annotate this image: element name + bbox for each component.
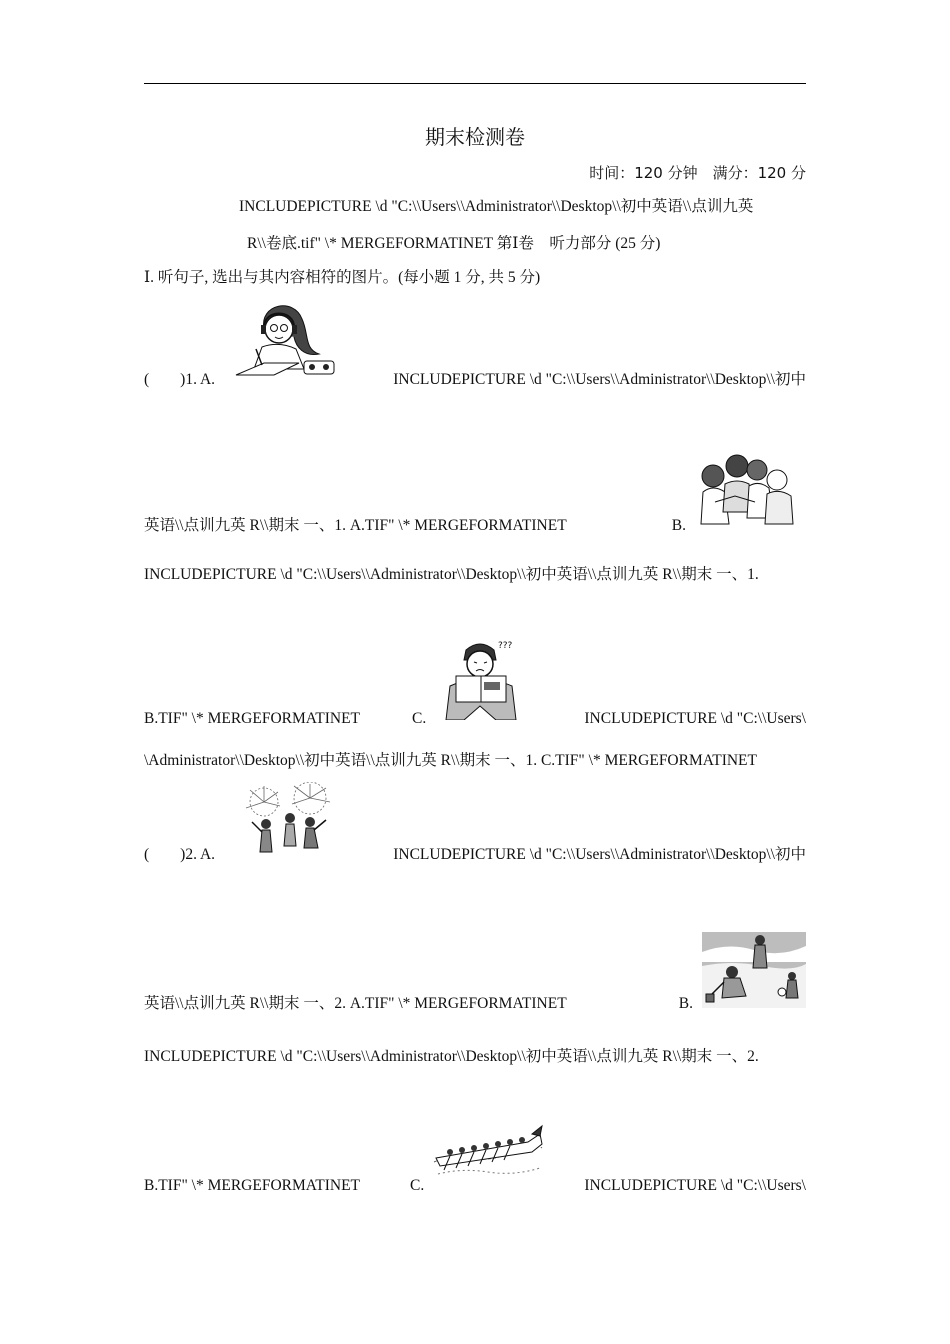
q2-include-a-end: 英语\\点训九英 R\\期末 一、2. A.TIF" \* MERGEFORMATINET — [144, 995, 567, 1012]
q2-picture-a-fireworks — [234, 782, 340, 860]
q2-include-b-start: INCLUDEPICTURE \d "C:\\Users\\Administrator\\Desktop\\初中英语\\点训九英 R\\期末 一、2. — [144, 1048, 759, 1065]
q1-option-b-label: B. — [671, 517, 686, 534]
q2-picture-c-dragon-boat — [432, 1122, 544, 1182]
q2-include-c-start: INCLUDEPICTURE \d "C:\\Users\ — [584, 1177, 806, 1194]
q2-option-c-label: C. — [410, 1177, 425, 1194]
q2-option-b-label: B. — [678, 995, 693, 1012]
q1-include-b-end: B.TIF" \* MERGEFORMATINET — [144, 710, 361, 727]
q1-include-a-start: INCLUDEPICTURE \d "C:\\Users\\Administrator\\Desktop\\初中 — [393, 371, 806, 388]
page-title: 期末检测卷 — [425, 125, 525, 149]
q2-include-a-start: INCLUDEPICTURE \d "C:\\Users\\Administrator\\Desktop\\初中 — [393, 846, 806, 863]
header-rule — [144, 83, 806, 84]
q1-picture-a-girl-headphones — [234, 299, 338, 377]
q1-include-a-end: 英语\\点训九英 R\\期末 一、1. A.TIF" \* MERGEFORMATINET — [144, 517, 567, 534]
exam-meta: 时间：120 分钟 满分：120 分 — [589, 164, 806, 182]
q1-include-c-end: \Administrator\\Desktop\\初中英语\\点训九英 R\\期末 一、1. C.TIF" \* MERGEFORMATINET — [144, 752, 757, 769]
q1-include-b-start: INCLUDEPICTURE \d "C:\\Users\\Administrator\\Desktop\\初中英语\\点训九英 R\\期末 一、1. — [144, 566, 759, 583]
q1-picture-b-students-group — [695, 452, 795, 526]
section-1-heading: Ⅰ. 听句子, 选出与其内容相符的图片。(每小题 1 分, 共 5 分) — [144, 269, 541, 286]
q2-number: ( )2. A. — [144, 846, 216, 863]
q1-include-c-start: INCLUDEPICTURE \d "C:\\Users\ — [584, 710, 806, 727]
q2-include-b-end: B.TIF" \* MERGEFORMATINET — [144, 1177, 361, 1194]
q1-number: ( )1. A. — [144, 371, 216, 388]
q1-option-c-label: C. — [412, 710, 427, 727]
include-field-line-1: INCLUDEPICTURE \d "C:\\Users\\Administrator\\Desktop\\初中英语\\点训九英 — [239, 198, 754, 215]
include-field-line-2: R\\卷底.tif" \* MERGEFORMATINET 第Ⅰ卷 听力部分 (25 分) — [247, 235, 661, 252]
q1-picture-c-confused-boy — [444, 636, 520, 720]
svg-text:???: ??? — [498, 641, 513, 651]
